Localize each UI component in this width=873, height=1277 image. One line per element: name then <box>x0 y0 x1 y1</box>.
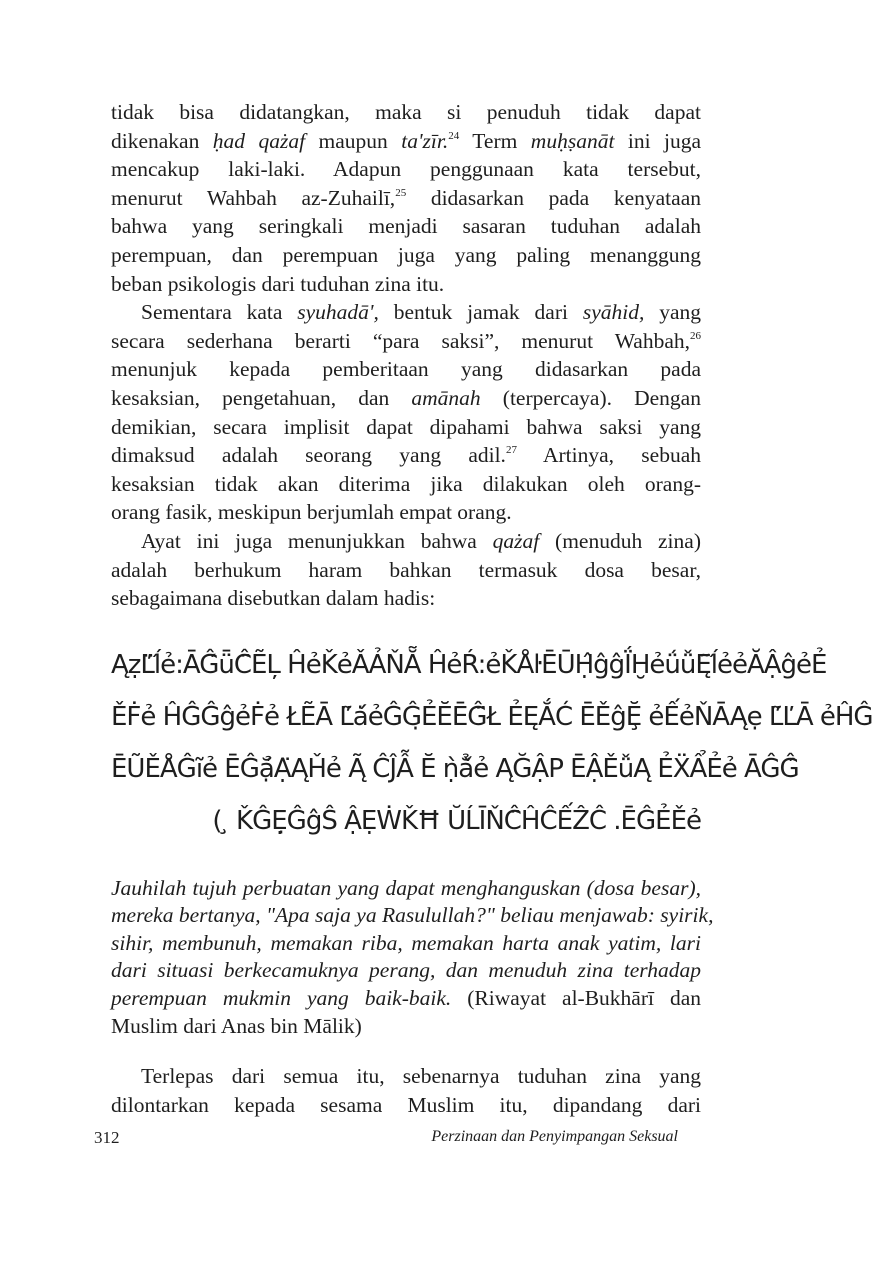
text-line: menunjuk kepada pemberitaan yang didasarkan pada <box>111 357 701 382</box>
footnote-ref[interactable]: 27 <box>505 444 517 457</box>
text-line: bahwa yang seringkali menjadi sasaran tuduhan adalah <box>111 214 701 239</box>
term-syuhada: syuhadā', <box>297 300 379 325</box>
text-line: demikian, secara implisit dapat dipahami bahwa saksi yang <box>111 414 701 439</box>
text-line: orang fasik, meskipun berjumlah empat orang. <box>111 500 512 525</box>
footnote-ref[interactable]: 24 <box>448 129 460 142</box>
translation-line: mereka bertanya, "Apa saja ya Rasulullah?" beliau menjawab: syirik, <box>111 903 714 928</box>
term-qazaf: qażaf <box>492 528 540 553</box>
footnote-ref[interactable]: 25 <box>395 186 407 199</box>
text-line: secara sederhana berarti “para saksi”, menurut Wahbah,$^{26}$ <box>111 328 701 353</box>
term-tazir: ta'zīr. <box>401 128 449 153</box>
text-line: dimaksud adalah seorang yang adil.$^{27}$ Artinya, sebuah <box>111 443 701 468</box>
paragraph-3 <box>111 527 701 613</box>
text-line: dilontarkan kepada sesama Muslim itu, dipandang dari <box>111 1092 701 1117</box>
footnote-ref[interactable]: 26 <box>690 329 701 342</box>
term-amanah: amānah <box>411 385 481 410</box>
hadith-translation <box>111 875 714 1041</box>
paragraph-1 <box>111 98 701 298</box>
text-line: beban psikologis dari tuduhan zina itu. <box>111 271 445 296</box>
translation-line: sihir, membunuh, memakan riba, memakan harta anak yatim, lari <box>111 930 701 955</box>
term-muhsanat: muḥṣanāt <box>530 128 615 153</box>
text-line: Terlepas dari semua itu, sebenarnya tuduhan zina yang <box>141 1064 701 1089</box>
page-body <box>111 98 873 1119</box>
paragraph-2 <box>111 298 701 527</box>
translation-line: perempuan mukmin yang baik-baik. (Riwayat al-Bukhārī dan <box>111 986 701 1011</box>
arabic-line: ( ̧ ǨĜẸ̣ĜĝŜ ẬẸẆǨĦ ŬĹĪŇĈ̈ĤĈẾẐĈ .ĒĜẺĚẻ <box>212 805 701 836</box>
text-line: adalah berhukum haram bahkan termasuk dosa besar, <box>111 557 701 582</box>
text-line: kesaksian tidak akan diterima jika dilakukan oleh orang- <box>111 471 701 496</box>
page-footer <box>94 1128 678 1148</box>
translation-line: dari situasi berkecamuknya perang, dan menuduh zina terhadap <box>111 958 701 983</box>
arabic-line: ĒŨĚÅĜĩẻ ĒĜặ̉Ạ̈ĄȞẻ Ą̃ ĈĴẪ Ĕ ṇ̀ẳ̌ẻ ĄĞẬP ĒẬĚǚĄ ẺẌẨẺẻ ĀĜĜ̂ <box>111 753 799 784</box>
arabic-line: ĚḞẻ ĤĜĜĝẻḞẻ ŁẼĀ Ľ̃ȧ́ẻĜĜ̣ẺĔĒĜ̈Ł ẺĘẮĆ ĒĚĝḜ ẻẾẻŇĀĄẹ Ľ̃ĽĀ ẻĤĜ <box>111 701 873 732</box>
text-line: Ayat ini juga menunjukkan bahwa qażaf (menuduh zina) <box>141 528 701 553</box>
text-line: kesaksian, pengetahuan, dan amānah (terpercaya). Dengan <box>111 385 701 410</box>
hadith-arabic-text <box>111 639 873 847</box>
running-title: Perzinaan dan Penyimpangan Seksual <box>431 1128 678 1145</box>
arabic-line: ĄẓĽ̈ĺ́ẻ:ĀĜ́ǖĈ̈ẼĻ ĤẻǨẻǍẢŇẴ ĤẻŔ:ẻǨÅŀĒŪḤ̂ĝĝḮḪẻǘǚĘ̃ĺ́ẻẻĂẬĝẻẺ <box>111 649 827 680</box>
text-line: tidak bisa didatangkan, maka si penuduh tidak dapat <box>111 100 701 124</box>
page-number: 312 <box>94 1128 120 1147</box>
paragraph-4 <box>111 1062 701 1119</box>
term-syahid: syāhid, <box>582 300 645 325</box>
text-line: perempuan, dan perempuan juga yang paling menanggung <box>111 242 701 267</box>
hadith-source: Muslim dari Anas bin Mālik) <box>111 1013 362 1038</box>
text-line: Sementara kata syuhadā', bentuk jamak dari syāhid, yang <box>141 300 701 325</box>
text-line: menurut Wahbah az-Zuhailī,$^{25}$ didasarkan pada kenyataan <box>111 185 701 210</box>
hadith-source: (Riwayat al-Bukhārī dan <box>451 986 701 1011</box>
term-had-qazaf: ḥad qażaf <box>212 128 306 153</box>
translation-line: Jauhilah tujuh perbuatan yang dapat menghanguskan (dosa besar), <box>111 875 701 900</box>
text-line: dikenakan ḥad qażaf maupun ta'zīr.$^{24}$ Term muḥṣanāt ini juga <box>111 128 702 153</box>
text-line: sebagaimana disebutkan dalam hadis: <box>111 586 436 611</box>
text-line: mencakup laki-laki. Adapun penggunaan kata tersebut, <box>111 157 701 182</box>
